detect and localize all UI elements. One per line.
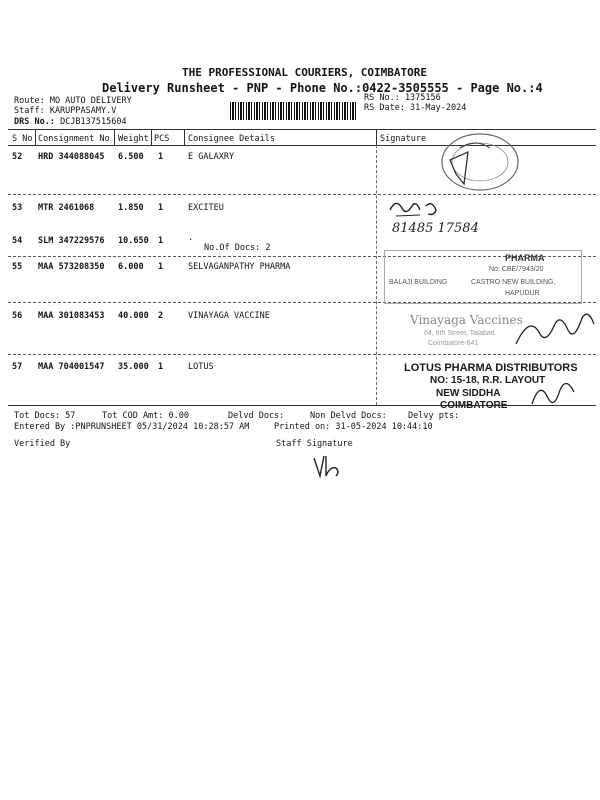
row-sno: 56 <box>12 311 23 321</box>
printed-on: Printed on: 31-05-2024 10:44:10 <box>274 422 433 432</box>
entered-by: Entered By :PNPRUNSHEET 05/31/2024 10:28:57 AM <box>14 422 250 432</box>
row-pcs: 1 <box>158 152 164 162</box>
row-weight: 6.500 <box>118 152 144 162</box>
verified-by-label: Verified By <box>14 439 71 449</box>
row-pcs: 1 <box>158 203 164 213</box>
vinayaga-stamp-line3: Coimbatore-641 <box>428 340 479 347</box>
row-consignment: MTR 2461068 <box>38 203 95 213</box>
delivered-docs: Delvd Docs: <box>228 411 285 421</box>
drs-label: DRS No.: <box>14 117 55 127</box>
row-weight: 35.000 <box>118 362 149 372</box>
col-header-pcs: PCS <box>154 134 170 144</box>
staff-signature-label: Staff Signature <box>276 439 353 449</box>
pharma-stamp-line3: BALAJI BUILDING <box>389 279 448 286</box>
handwritten-signature-53 <box>386 196 456 222</box>
drs-value: DCJB137515604 <box>60 117 127 127</box>
row-sno: 52 <box>12 152 23 162</box>
row-pcs: 2 <box>158 311 164 321</box>
col-header-sno: S No <box>12 134 33 144</box>
row-pcs: 1 <box>158 236 164 246</box>
row-consignment: MAA 704001547 <box>38 362 105 372</box>
col-sep <box>151 129 152 145</box>
row-divider <box>8 354 596 355</box>
non-delivered-docs: Non Delvd Docs: <box>310 411 387 421</box>
vinayaga-stamp-line1: Vinayaga Vaccines <box>410 313 523 327</box>
row-consignment: MAA 573208350 <box>38 262 105 272</box>
route-label: Route: MO AUTO DELIVERY <box>14 96 132 106</box>
row-consignment: SLM 347229576 <box>38 236 105 246</box>
lotus-stamp-line3: NEW SIDDHA <box>436 388 501 399</box>
lotus-stamp-line4: COIMBATORE <box>440 400 508 411</box>
staff-label: Staff: KARUPPASAMY.V <box>14 106 117 116</box>
barcode <box>230 102 358 120</box>
pharma-stamp-line4: CASTRO NEW BUILDING, <box>471 279 556 286</box>
row-sno: 54 <box>12 236 23 246</box>
lotus-stamp-line1: LOTUS PHARMA DISTRIBUTORS <box>404 362 578 374</box>
total-cod-amount: Tot COD Amt: 0.00 <box>102 411 189 421</box>
rs-number: RS No.: 1375156 <box>364 93 441 103</box>
table-bottom-rule <box>8 405 596 406</box>
pharma-stamp-line5: HAPUDUR <box>505 290 540 297</box>
signature-col-sep <box>376 145 377 405</box>
handwritten-phone: 81485 17584 <box>392 221 479 236</box>
col-sep <box>184 129 185 145</box>
staff-handwritten-signature <box>310 452 346 480</box>
drs-number <box>14 117 127 127</box>
delivery-points: Delvy pts: <box>408 411 460 421</box>
row-sno: 55 <box>12 262 23 272</box>
row-sno: 57 <box>12 362 23 372</box>
handwritten-signature-56 <box>510 304 598 352</box>
row-weight: 10.650 <box>118 236 149 246</box>
col-sep <box>35 129 36 145</box>
col-sep <box>114 129 115 145</box>
pharma-stamp-line2: No: CBE/7943/20 <box>489 266 544 273</box>
col-header-consignment: Consignment No <box>38 134 110 144</box>
pharma-stamp-line1: PHARMA <box>505 253 545 263</box>
row-consignee: VINAYAGA VACCINE <box>188 311 270 321</box>
col-sep <box>376 129 377 145</box>
total-docs: Tot Docs: 57 <box>14 411 76 421</box>
row-sno: 53 <box>12 203 23 213</box>
col-header-consignee: Consignee Details <box>188 134 275 144</box>
row-consignment: MAA 301083453 <box>38 311 105 321</box>
col-header-weight: Weight <box>118 134 149 144</box>
row-weight: 6.000 <box>118 262 144 272</box>
row-consignee: E GALAXRY <box>188 152 235 162</box>
row-consignee: LOTUS <box>188 362 214 372</box>
row-consignee: SELVAGANPATHY PHARMA <box>188 262 291 272</box>
round-seal-stamp <box>420 130 530 196</box>
company-title: THE PROFESSIONAL COURIERS, COIMBATORE <box>182 66 428 79</box>
row-consignee: EXCITEU <box>188 203 224 213</box>
handwritten-signature-57 <box>526 374 582 412</box>
col-header-signature: Signature <box>380 134 427 144</box>
row-pcs: 1 <box>158 362 164 372</box>
runsheet-subtitle: Delivery Runsheet - PNP - Phone No.:0422-3505555 - Page No.:4 <box>102 81 543 95</box>
vinayaga-stamp-line2: 64, 8th Street, Tatabad <box>424 330 495 337</box>
row-weight: 40.000 <box>118 311 149 321</box>
row-consignee: . <box>188 233 194 243</box>
pharma-stamp <box>384 250 582 304</box>
rs-date: RS Date: 31-May-2024 <box>364 103 467 113</box>
row-doc-count: No.Of Docs: 2 <box>204 243 271 253</box>
row-consignment: HRD 344088045 <box>38 152 105 162</box>
lotus-stamp-line2: NO: 15-18, R.R. LAYOUT <box>430 375 546 386</box>
row-pcs: 1 <box>158 262 164 272</box>
row-weight: 1.850 <box>118 203 144 213</box>
